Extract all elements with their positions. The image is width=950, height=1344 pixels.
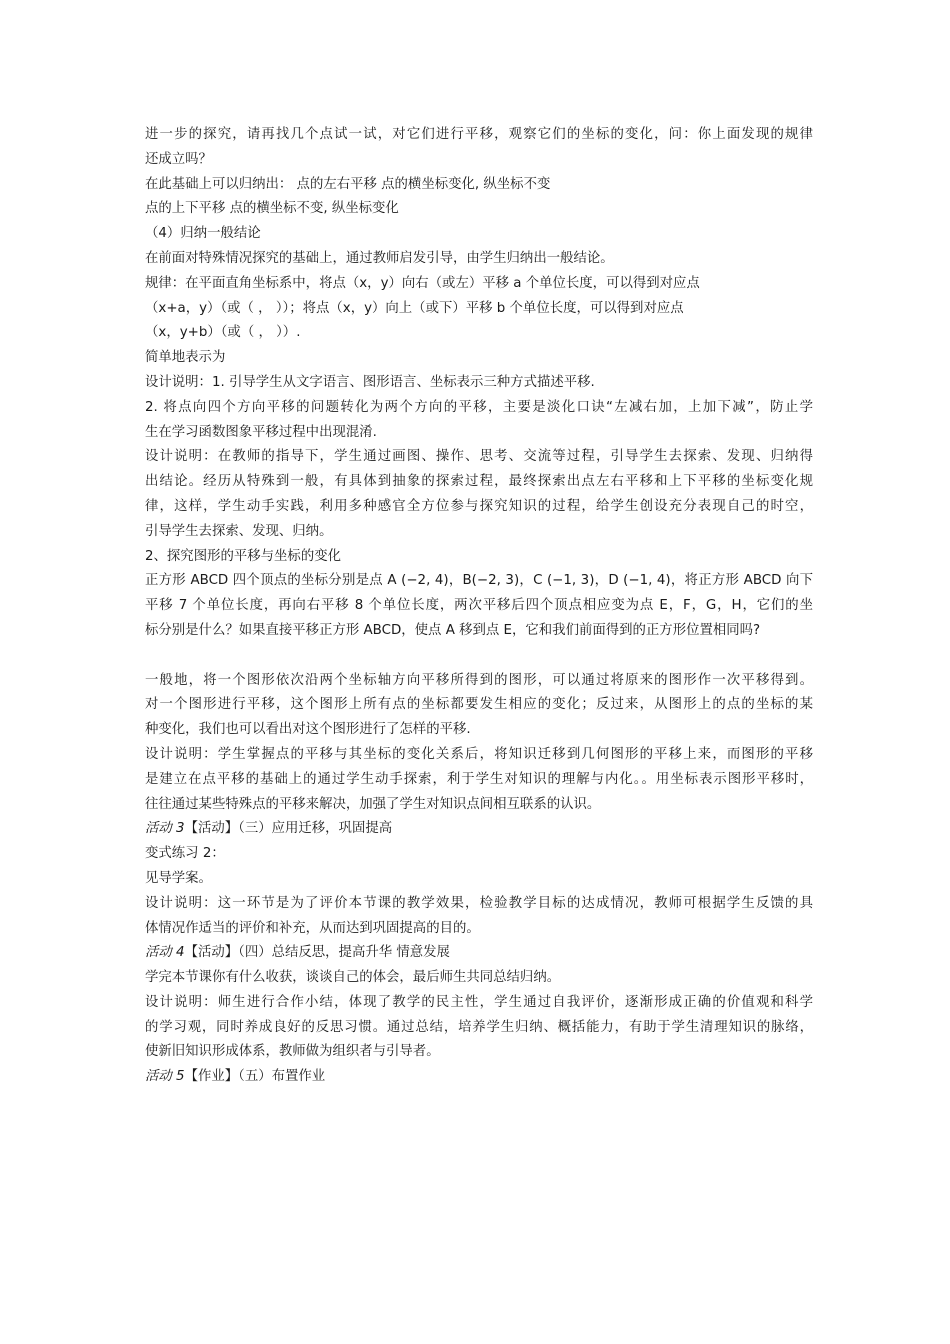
- paragraph-line: 设计说明：师生进行合作小结，体现了教学的民主性，学生通过自我评价，逐渐形成正确的价值观和科学: [145, 994, 813, 1010]
- paragraph-line: 往往通过某些特殊点的平移来解决，加强了学生对知识点间相互联系的认识。: [145, 796, 601, 812]
- paragraph-line: 出结论。经历从特殊到一般，有具体到抽象的探索过程，最终探索出点左右平移和上下平移的坐标变化规: [145, 474, 813, 490]
- paragraph-line: 生在学习函数图象平移过程中出现混淆.: [145, 424, 377, 440]
- paragraph-line: 正方形 ABCD 四个顶点的坐标分别是点 A (−2, 4)，B(−2, 3)，C (−1, 3)，D (−1, 4)，将正方形 ABCD 向下: [145, 573, 813, 589]
- paragraph-line: 点的上下平移 点的横坐标不变, 纵坐标变化: [145, 201, 399, 217]
- paragraph-line: 设计说明：在教师的指导下，学生通过画图、操作、思考、交流等过程，引导学生去探索、发现、归纳得: [145, 449, 813, 465]
- paragraph-line: 设计说明：学生掌握点的平移与其坐标的变化关系后，将知识迁移到几何图形的平移上来，而图形的平移: [145, 746, 813, 762]
- section-heading: （4）归纳一般结论: [145, 226, 261, 242]
- paragraph-line: 是建立在点平移的基础上的通过学生动手探索，利于学生对知识的理解与内化。。用坐标表示图形平移时，: [145, 771, 813, 787]
- paragraph-line: 在前面对特殊情况探究的基础上，通过教师启发引导，由学生归纳出一般结论。: [145, 250, 614, 266]
- document-body: [145, 123, 813, 1090]
- section-heading: 2、探究图形的平移与坐标的变化: [145, 548, 341, 564]
- paragraph-line: 见导学案。: [145, 870, 212, 886]
- paragraph-line: 标分别是什么？如果直接平移正方形 ABCD，使点 A 移到点 E，它和我们前面得到的正方形位置相同吗?: [145, 622, 761, 638]
- paragraph-line: 使新旧知识形成体系，教师做为组织者与引导者。: [145, 1044, 440, 1060]
- activity-heading-4: [145, 941, 813, 966]
- paragraph-line: 平移 7 个单位长度，再向右平移 8 个单位长度，两次平移后四个顶点相应变为点 E，F，G，H，它们的坐: [145, 598, 813, 614]
- paragraph-line: 体情况作适当的评价和补充，从而达到巩固提高的目的。: [145, 920, 480, 936]
- paragraph-line: 在此基础上可以归纳出： 点的左右平移 点的横坐标变化, 纵坐标不变: [145, 176, 551, 192]
- activity-heading-5: [145, 1065, 813, 1090]
- paragraph-line: 对一个图形进行平移，这个图形上所有点的坐标都要发生相应的变化；反过来，从图形上的点的坐标的某: [145, 697, 813, 713]
- paragraph-line: 2. 将点向四个方向平移的问题转化为两个方向的平移，主要是淡化口诀“左减右加，上加下减”，防止学: [145, 399, 813, 415]
- paragraph-line: 引导学生去探索、发现、归纳。: [145, 523, 333, 539]
- paragraph-line: （x+a，y）（或（ ， ））；将点（x，y）向上（或下）平移 b 个单位长度，可以得到对应点: [145, 300, 684, 316]
- paragraph-line: 种变化，我们也可以看出对这个图形进行了怎样的平移.: [145, 722, 471, 738]
- activity-title: 【活动】（四）总结反思，提高升华 情意发展: [184, 945, 450, 961]
- paragraph-line: 还成立吗？: [145, 151, 212, 167]
- paragraph-line: 变式练习 2：: [145, 846, 225, 862]
- activity-title: 【作业】（五）布置作业: [184, 1069, 326, 1085]
- paragraph-line: （x，y+b）（或（ ， ））.: [145, 325, 301, 341]
- paragraph-line: 规律：在平面直角坐标系中，将点（x，y）向右（或左）平移 a 个单位长度，可以得到对应点: [145, 275, 700, 291]
- activity-title: 【活动】（三）应用迁移，巩固提高: [184, 821, 393, 837]
- paragraph-line: 学完本节课你有什么收获，谈谈自己的体会，最后师生共同总结归纳。: [145, 970, 561, 986]
- paragraph-line: 简单地表示为: [145, 350, 226, 366]
- activity-label: 活动 3: [145, 821, 185, 837]
- activity-label: 活动 4: [145, 945, 185, 961]
- activity-heading-3: [145, 817, 813, 842]
- activity-label: 活动 5: [145, 1069, 185, 1085]
- paragraph-line: 一般地，将一个图形依次沿两个坐标轴方向平移所得到的图形，可以通过将原来的图形作一次平移得到。: [145, 672, 813, 688]
- blank-line: [145, 644, 813, 669]
- paragraph-line: 设计说明：这一环节是为了评价本节课的教学效果，检验教学目标的达成情况，教师可根据学生反馈的具: [145, 895, 813, 911]
- paragraph-line: 的学习观，同时养成良好的反思习惯。通过总结，培养学生归纳、概括能力，有助于学生清理知识的脉络，: [145, 1019, 813, 1035]
- paragraph-line: 设计说明：1. 引导学生从文字语言、图形语言、坐标表示三种方式描述平移.: [145, 374, 595, 390]
- paragraph-line: 进一步的探究，请再找几个点试一试，对它们进行平移，观察它们的坐标的变化，问：你上面发现的规律: [145, 127, 813, 142]
- paragraph-line: 律，这样，学生动手实践，利用多种感官全方位参与探究知识的过程，给学生创设充分表现自己的时空，: [145, 498, 813, 514]
